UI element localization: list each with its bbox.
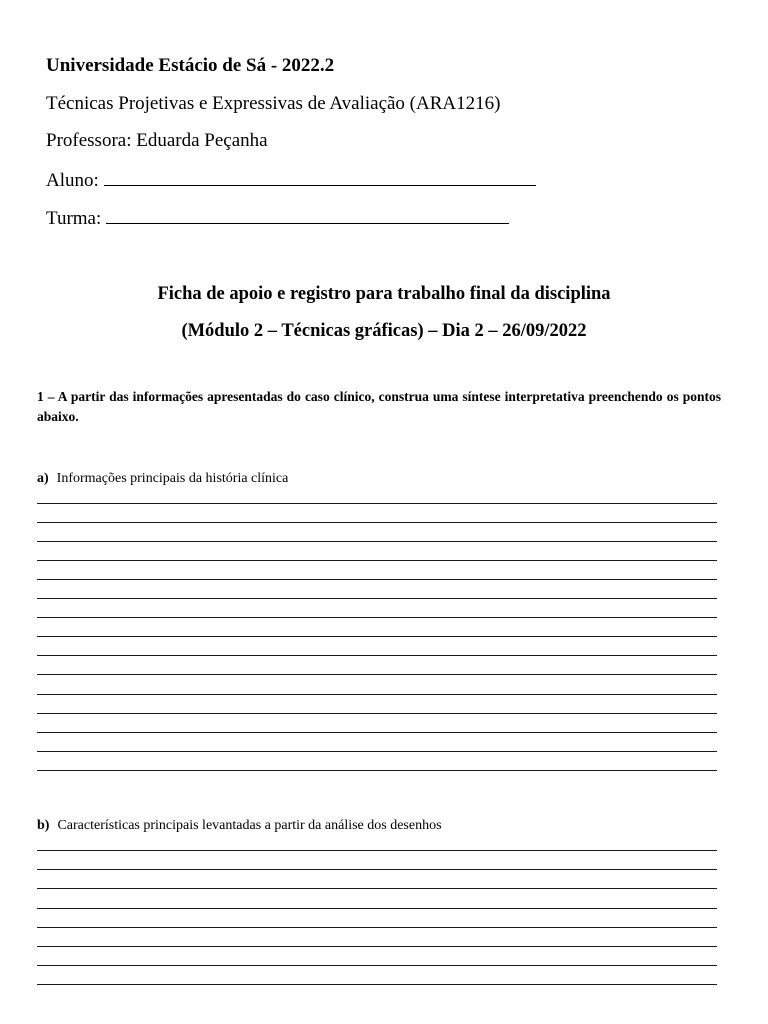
item-b-answer-line[interactable] <box>37 946 717 947</box>
item-a-answer-line[interactable] <box>37 636 717 637</box>
item-a-answer-line[interactable] <box>37 522 717 523</box>
item-a-answer-line[interactable] <box>37 598 717 599</box>
item-a-answer-line[interactable] <box>37 541 717 542</box>
item-a-label <box>37 470 288 488</box>
item-a-answer-line[interactable] <box>37 655 717 656</box>
item-b-letter: b) <box>37 818 50 833</box>
item-a-text: Informações principais da história clínica <box>56 471 289 486</box>
item-b-answer-line[interactable] <box>37 984 717 985</box>
item-a-answer-line[interactable] <box>37 560 717 561</box>
class-label: Turma: <box>46 208 102 229</box>
class-blank[interactable] <box>106 206 509 224</box>
item-b-answer-line[interactable] <box>37 888 717 889</box>
item-a-answer-line[interactable] <box>37 579 717 580</box>
student-field[interactable] <box>46 168 536 192</box>
item-a-answer-line[interactable] <box>37 751 717 752</box>
student-blank[interactable] <box>104 168 536 186</box>
item-b-answer-line[interactable] <box>37 850 717 851</box>
item-a-answer-line[interactable] <box>37 732 717 733</box>
item-b-answer-line[interactable] <box>37 908 717 909</box>
form-title: Ficha de apoio e registro para trabalho final da disciplina <box>157 284 611 304</box>
professor-name: Professora: Eduarda Peçanha <box>46 130 268 151</box>
item-a-letter: a) <box>37 471 49 486</box>
university-heading: Universidade Estácio de Sá - 2022.2 <box>46 55 335 76</box>
item-a-answer-line[interactable] <box>37 503 717 504</box>
item-b-text: Características principais levantadas a partir da análise dos desenhos <box>57 818 442 833</box>
question-1: 1 – A partir das informações apresentadas do caso clínico, construa uma síntese interpretativa preenchendo os pontos abaixo. <box>37 389 721 424</box>
item-b-answer-line[interactable] <box>37 869 717 870</box>
form-subtitle: (Módulo 2 – Técnicas gráficas) – Dia 2 – 26/09/2022 <box>181 321 587 341</box>
item-b-answer-line[interactable] <box>37 965 717 966</box>
student-label: Aluno: <box>46 170 99 191</box>
item-a-answer-line[interactable] <box>37 674 717 675</box>
item-a-answer-line[interactable] <box>37 770 717 771</box>
item-b-label <box>37 817 442 835</box>
item-b-answer-line[interactable] <box>37 927 717 928</box>
item-a-answer-line[interactable] <box>37 694 717 695</box>
item-a-answer-line[interactable] <box>37 713 717 714</box>
item-a-answer-line[interactable] <box>37 617 717 618</box>
course-name: Técnicas Projetivas e Expressivas de Avaliação (ARA1216) <box>46 93 501 114</box>
class-field[interactable] <box>46 206 509 230</box>
